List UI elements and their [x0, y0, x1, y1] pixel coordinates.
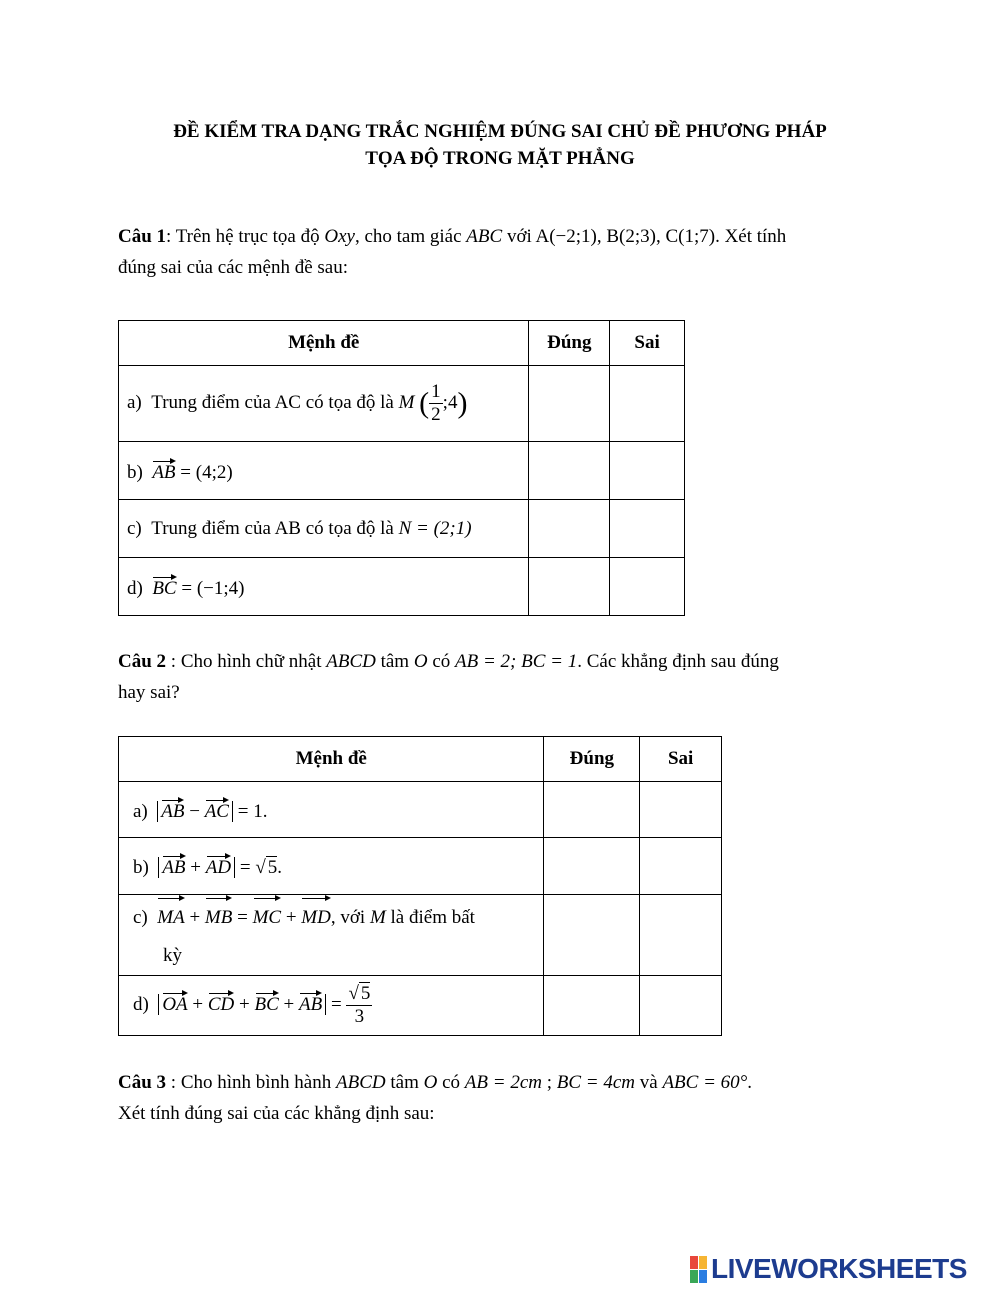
- row-label: a): [127, 391, 142, 413]
- statement-cell: b) AB + AD = √ 5.: [119, 838, 544, 895]
- document-title: [0, 118, 1000, 172]
- operator: −: [184, 800, 205, 822]
- vector-cd: CD: [208, 990, 234, 1016]
- statement-text: Trung điểm của AC có tọa độ là: [151, 391, 399, 413]
- statement-cell: [119, 558, 529, 616]
- q2-line-2: hay sai?: [118, 682, 180, 703]
- q2-condition: AB = 2; BC = 1: [455, 651, 578, 672]
- statement-text-2: là điểm bất: [385, 907, 475, 928]
- q1-text-b: , cho tam giác: [354, 226, 467, 247]
- vector-ab: AB: [299, 990, 322, 1016]
- equals: =: [235, 857, 256, 878]
- answer-true-cell[interactable]: [544, 782, 640, 838]
- point-m: M: [398, 391, 415, 413]
- q2-text-b: tâm: [375, 651, 414, 672]
- q1-abc: ABC: [466, 226, 503, 247]
- table-row: [119, 782, 722, 838]
- q3-o: O: [423, 1072, 438, 1093]
- header-false: Sai: [640, 737, 722, 782]
- fraction-denominator: 2: [431, 404, 441, 425]
- point-n: N = (2;1): [398, 517, 472, 539]
- row-label: c): [133, 907, 148, 928]
- table-row: [119, 366, 685, 442]
- point-m: M: [369, 907, 386, 928]
- title-line-2: TỌA ĐỘ TRONG MẶT PHẲNG: [365, 148, 635, 169]
- fraction: $\frac{√ 5}{3}$: [348, 983, 371, 1027]
- statement-text-3: kỳ: [163, 945, 182, 966]
- question-2-table: [118, 736, 722, 1036]
- q3-text-b: tâm: [385, 1072, 424, 1093]
- q2-text-d: . Các khẳng định sau đúng: [577, 651, 779, 672]
- absolute-value: OA + CD + BC + AB: [158, 994, 326, 1015]
- vector-ac: AC: [205, 797, 229, 823]
- answer-true-cell[interactable]: [529, 558, 610, 616]
- table-row: [119, 558, 685, 616]
- vector-ab: AB: [161, 797, 184, 823]
- vector-mb: MB: [205, 895, 232, 937]
- question-3-text: [118, 1067, 878, 1129]
- q1-text-a: : Trên hệ trục tọa độ: [166, 226, 325, 247]
- statement-cell: [119, 442, 529, 500]
- q1-text-d: . Xét tính: [715, 226, 787, 247]
- vector-ab: AB: [162, 853, 185, 879]
- statement-cell: d) OA + CD + BC + AB = $\frac{√ 5}{3}$: [119, 976, 544, 1036]
- answer-true-cell[interactable]: [544, 976, 640, 1036]
- q2-text-a: : Cho hình chữ nhật: [166, 651, 327, 672]
- header-true: Đúng: [529, 321, 610, 366]
- answer-false-cell[interactable]: [610, 558, 685, 616]
- question-3-label: Câu 3: [118, 1072, 167, 1093]
- sqrt-value: 5: [267, 857, 278, 878]
- vector-ad: AD: [206, 853, 231, 879]
- row-label: c): [127, 517, 142, 539]
- answer-true-cell[interactable]: [529, 366, 610, 442]
- row-label: d): [133, 993, 149, 1015]
- question-2-label: Câu 2: [118, 651, 167, 672]
- answer-true-cell[interactable]: [544, 838, 640, 895]
- liveworksheets-logo: [690, 1254, 967, 1284]
- answer-false-cell[interactable]: [610, 442, 685, 500]
- sqrt-value: 5: [360, 983, 371, 1004]
- row-label: b): [127, 461, 143, 483]
- statement-text: , với: [330, 907, 370, 928]
- question-2-text: [118, 646, 878, 708]
- equation-tail: = 1.: [232, 800, 268, 822]
- statement-cell: c) MA + MB = MC + MD, với M là điểm bất kỳ: [119, 895, 544, 976]
- q3-text-c: có: [437, 1072, 465, 1093]
- coord-tail: ;4: [442, 391, 458, 413]
- answer-true-cell[interactable]: [529, 500, 610, 558]
- q3-condition-3: ABC = 60°: [662, 1072, 748, 1093]
- statement-cell: [119, 500, 529, 558]
- header-statement: Mệnh đề: [119, 737, 544, 782]
- answer-false-cell[interactable]: [640, 838, 722, 895]
- q3-separator: ;: [541, 1072, 557, 1093]
- q1-line-2: đúng sai của các mệnh đề sau:: [118, 257, 349, 278]
- q3-abcd: ABCD: [336, 1072, 386, 1093]
- q3-condition-1: AB = 2cm: [464, 1072, 542, 1093]
- row-label: d): [127, 577, 143, 599]
- answer-true-cell[interactable]: [544, 895, 640, 976]
- row-label: b): [133, 857, 149, 878]
- absolute-value: [158, 857, 235, 878]
- q3-text-d: và: [635, 1072, 663, 1093]
- answer-false-cell[interactable]: [610, 500, 685, 558]
- table-row: [119, 442, 685, 500]
- logo-text: LIVEWORKSHEETS: [711, 1253, 967, 1284]
- q3-text-a: : Cho hình bình hành: [166, 1072, 336, 1093]
- operator: +: [185, 857, 206, 878]
- q3-condition-2: BC = 4cm: [556, 1072, 636, 1093]
- vector-ma: MA: [157, 895, 184, 937]
- q2-text-c: có: [427, 651, 456, 672]
- answer-false-cell[interactable]: [640, 895, 722, 976]
- answer-false-cell[interactable]: [640, 782, 722, 838]
- statement-text: Trung điểm của AB có tọa độ là: [151, 517, 399, 539]
- question-1-table: [118, 320, 685, 616]
- table-row: [119, 838, 722, 895]
- answer-false-cell[interactable]: [610, 366, 685, 442]
- statement-cell: a) Trung điểm của AC có tọa độ là M ( $\frac{1}{2}$ ;4): [119, 366, 529, 442]
- q1-text-c: với: [502, 226, 536, 247]
- vector-oa: OA: [162, 990, 187, 1016]
- fraction-numerator: 1: [431, 381, 441, 402]
- row-label: a): [133, 800, 148, 822]
- fraction: [429, 381, 443, 426]
- vector-value: = (4;2): [175, 461, 233, 483]
- fraction-denominator: 3: [354, 1006, 365, 1027]
- header-false: Sai: [610, 321, 685, 366]
- q1-oxy: Oxy: [324, 226, 355, 247]
- vector-value: = (−1;4): [176, 577, 245, 599]
- period: .: [277, 857, 282, 878]
- q3-text-e: .: [747, 1072, 753, 1093]
- absolute-value: [157, 801, 233, 822]
- header-statement: Mệnh đề: [119, 321, 529, 366]
- q1-points: A(−2;1), B(2;3), C(1;7): [535, 226, 716, 247]
- statement-cell: [119, 782, 544, 838]
- table-row: [119, 500, 685, 558]
- question-1-label: Câu 1: [118, 226, 167, 247]
- answer-false-cell[interactable]: [640, 976, 722, 1036]
- q2-o: O: [413, 651, 428, 672]
- vector-bc: BC: [152, 574, 176, 600]
- vector-mc: MC: [253, 895, 282, 937]
- title-line-1: ĐỀ KIỂM TRA DẠNG TRẮC NGHIỆM ĐÚNG SAI CHỦ ĐỀ PHƯƠNG PHÁP: [173, 121, 827, 142]
- table-row: [119, 895, 722, 976]
- question-1-text: [118, 221, 878, 283]
- vector-md: MD: [301, 895, 331, 937]
- table-row: [119, 976, 722, 1036]
- q2-abcd: ABCD: [326, 651, 376, 672]
- header-true: Đúng: [544, 737, 640, 782]
- logo-blocks-icon: [690, 1256, 707, 1283]
- vector-bc: BC: [255, 990, 279, 1016]
- q3-line-2: Xét tính đúng sai của các khẳng định sau:: [118, 1103, 435, 1124]
- vector-ab: AB: [152, 458, 175, 484]
- answer-true-cell[interactable]: [529, 442, 610, 500]
